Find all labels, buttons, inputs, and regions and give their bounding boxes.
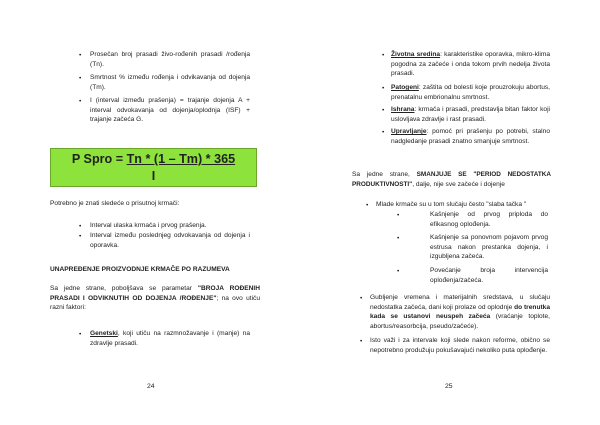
genetski-rest: , koji utiču na razmnožavanje i (manje) na zdravlje prasadi. (90, 330, 250, 347)
bullet-dot-icon: • (397, 235, 400, 242)
bullet-dot-icon: • (366, 202, 369, 209)
right-page (300, 0, 600, 425)
sub-bullet-3: Povećanje broja intervencija oplođenja/začeća. (430, 267, 548, 284)
term-upravljanje: Upravljanje (391, 128, 427, 135)
bullet-dot-icon: • (382, 129, 385, 136)
gubljenje-end: (vraćanje toplote, abortus/reasorbcija, pseudo/začeće). (370, 313, 550, 330)
genetski-term: Genetski (90, 330, 118, 337)
right-bullet-2-text: : zaštita od bolesti koje prouzrokuju abortus, prenatalnu embrionalnu smrtnost. (391, 84, 550, 101)
right-bullet-4-text: : pomoć pri prašenju po potrebi, stalno nadgledanje prasadi znatno smanjuje smrtnost. (391, 128, 550, 145)
bullet-dot-icon: • (79, 331, 82, 338)
para-start: Sa jedne strane, poboljšava se parametar (50, 285, 198, 292)
formula-numerator (51, 151, 256, 168)
bullet-dot-icon: • (382, 85, 385, 92)
sub-bullet-2: Kašnjenje sa ponovnom pojavom prvog estrusa nakon prestanka dojenja, i izgubljena začeća. (430, 234, 548, 261)
formula-box (50, 148, 257, 187)
formula-prefix: P Spro = (71, 152, 127, 166)
right-bullet-3-text: : krmača i prasadi, predstavlja bitan faktor koji uslovljava zdravlje i rast prasadi. (391, 106, 550, 123)
para-end: ; na ovo utiču razni faktori: (50, 294, 260, 312)
right-bullet-1 (391, 50, 550, 79)
right-bullet-2 (391, 83, 550, 102)
term-ishrana: Ishrana (391, 106, 415, 113)
left-paragraph (50, 284, 260, 313)
gubljenje-bold: do trenutka kada se ustanovi neuspeh začeća (370, 303, 550, 321)
sub-bullet-1: Kašnjenje od prvog priploda do efikasnog oplođenja. (430, 211, 548, 228)
bullet-dot-icon: • (79, 98, 82, 105)
bullet-dot-icon: • (382, 107, 385, 114)
left-bullet-2: Smrtnost % između rođenja i odvikavanja od dojenja (Tm). (90, 74, 250, 91)
bullet-dot-icon: • (360, 338, 363, 345)
formula-denominator: I (151, 169, 156, 183)
bullet-dot-icon: • (382, 52, 385, 59)
right-bullet-3 (391, 105, 550, 124)
bullet-dot-icon: • (79, 223, 82, 230)
left-mid-bullet-1: Interval ulaska krmača i prvog prašenja. (90, 222, 207, 229)
page-number-right: 25 (445, 383, 453, 390)
bullet-dot-icon: • (79, 52, 82, 59)
page-number-left: 24 (147, 383, 155, 390)
formula-underlined: Tn * (1 – Tm) * 365 (126, 152, 236, 166)
para-bold: "BROJA ROĐENIH PRASADI I ODVIKNUTIH OD DOJENJA /ROĐENJE" (50, 285, 260, 302)
istovazi-paragraph: Isto važi i za intervale koji slede nakon reforme, obično se nepotrebno produžuju pokušavajući nekoliko puta oplođenje. (370, 337, 550, 354)
right-bullet-1-text: : karakteristike oporavka, mikro-klima pogodna za začeće i onda tokom prvih nedelja života prasadi. (391, 51, 550, 78)
bullet-dot-icon: • (397, 268, 400, 275)
sub-intro: Mlade krmače su u tom slučaju često "slaba tačka " (376, 201, 527, 208)
bullet-dot-icon: • (79, 75, 82, 82)
left-bullet-1: Prosečan broj prasadi živo-rođenih prasadi /rođenja (Tn). (90, 51, 250, 68)
left-mid-bullet-2: Interval između poslednjeg odvokavanja od dojenja i oporavka. (90, 232, 250, 249)
right-paragraph (352, 170, 551, 189)
right-para-bold: SMANJUJE SE "PERIOD NEDOSTATKA PRODUKTIVNOSTI" (352, 171, 551, 188)
term-zivotna-sredina: Životna sredina (391, 51, 441, 58)
term-patogeni: Patogeni (391, 84, 419, 91)
left-intro: Potrebno je znati sledeće o prisutnoj krmači: (50, 200, 180, 207)
bullet-dot-icon: • (397, 212, 400, 219)
right-bullet-4 (391, 127, 550, 146)
gubljenje-start: Gubljenje vremena i materijalnih sredstava, u slučaju nedostatka začeća, dani koji prolaze od oplodnje (370, 294, 550, 311)
section-heading: UNAPREĐENJE PROIZVODNJE KRMAČE PO RAZUMEVA (50, 266, 230, 273)
bullet-dot-icon: • (360, 295, 363, 302)
genetski-bullet (90, 329, 250, 348)
bullet-dot-icon: • (79, 233, 82, 240)
gubljenje-paragraph (370, 293, 550, 331)
right-para-end: , dalje, nije sve začeće i dojenje (412, 180, 505, 188)
right-para-start: Sa jedne strane, (352, 171, 417, 178)
left-bullet-3: I (interval između prašenja) = trajanje dojenja A + interval odvokavanja od dojenja/oplodnja (ISF) + trajanje začeća G. (90, 97, 250, 124)
